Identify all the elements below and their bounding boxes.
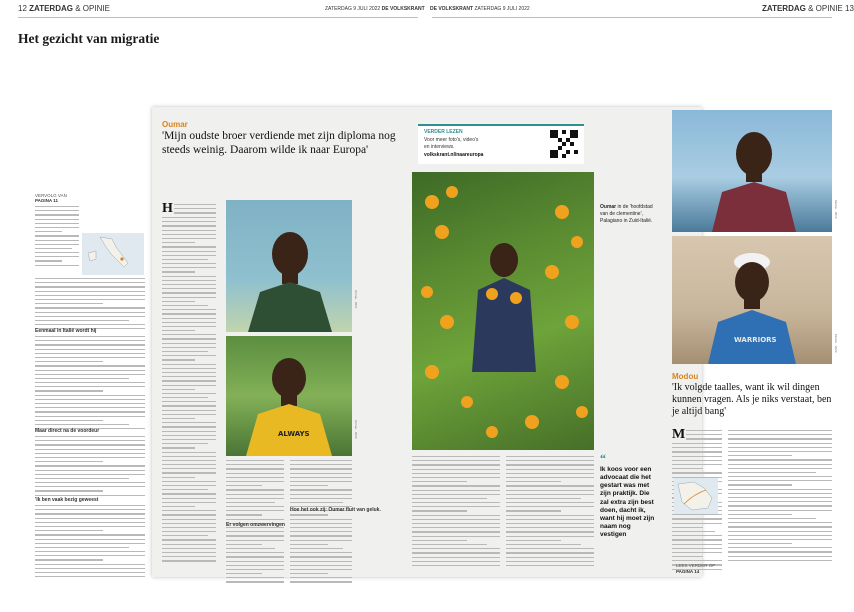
photo-caption-text: in de 'hoofdstad van de clementine', Palagiano in Zuid-Italië.: [600, 204, 653, 224]
modou-kicker: Modou: [672, 372, 699, 381]
continued-to-page[interactable]: PAGINA 14: [676, 569, 700, 574]
oumar-portrait-2022: [226, 336, 352, 456]
left-subhead-1: Eenmaal in Italië wordt hij: [35, 328, 97, 334]
left-date: ZATERDAG 9 JULI 2022: [325, 6, 381, 12]
oumar-col5-text: [506, 456, 594, 569]
pull-quote-text: Ik koos voor een advocaat die het gestart was met zijn praktijk. Die zal extra zijn best doen, dacht ik, want hij moet zijn naam nog vestigen: [600, 466, 655, 538]
credit-4: Modou · 2022: [834, 334, 838, 353]
left-text-block-3: [35, 436, 145, 499]
map-inset: [82, 233, 144, 275]
header-rule-left: [18, 17, 418, 18]
oumar-col4-text: [412, 456, 500, 569]
qr-code-icon[interactable]: [550, 130, 578, 158]
right-dateline: [430, 6, 530, 12]
photo-caption: [600, 204, 654, 224]
right-paper: DE VOLKSKRANT: [430, 6, 474, 12]
left-text-block-4: [35, 505, 145, 580]
clementine-orchard-photo: [412, 172, 594, 450]
right-page-number: 13: [845, 4, 854, 13]
continued-from-label: VERVOLG VAN: [35, 193, 67, 198]
oumar-subhead-2: Hoe het ook zij: Oumar fluit van geluk.: [290, 507, 381, 513]
oumar-quote: 'Mijn oudste broer verdiende met zijn diploma nog steeds weinig. Daarom wilde ik naar Europa': [162, 130, 396, 156]
left-dateline: [325, 6, 425, 12]
pull-quote-mark: “: [600, 451, 606, 465]
left-folio: [18, 4, 110, 13]
verder-lezen-label: VERDER LEZEN: [424, 129, 463, 135]
verder-lezen-text2: en interviews.: [424, 144, 455, 150]
photo-caption-name: Oumar: [600, 204, 617, 210]
oumar-kicker: Oumar: [162, 120, 188, 129]
route-map-icon: [674, 478, 718, 514]
verder-lezen-box: [418, 124, 584, 164]
left-page-number: 12: [18, 4, 27, 13]
right-section-rest: & OPINIE: [808, 4, 843, 13]
modou-dropcap: M: [672, 427, 686, 442]
credit-3: Modou · 2016: [834, 200, 838, 219]
continued-from-page: PAGINA 11: [35, 198, 59, 203]
left-text-block-1: [35, 278, 145, 332]
left-text-block-2: [35, 336, 145, 432]
oumar-col1-text: [162, 217, 216, 565]
svg-text:WARRIORS: WARRIORS: [734, 336, 777, 344]
left-subhead-2: Maar direct na de voordeur: [35, 428, 100, 434]
svg-text:ALWAYS: ALWAYS: [278, 430, 310, 438]
modou-portrait-2022: [672, 236, 832, 364]
modou-col1-top: [686, 430, 722, 443]
left-section-bold: ZATERDAG: [29, 4, 73, 13]
continued-to-label: LEES VERDER OP: [676, 563, 716, 568]
left-text-top: [35, 206, 79, 269]
right-date: ZATERDAG 9 JULI 2022: [474, 6, 530, 12]
oumar-portrait-2021: [226, 200, 352, 332]
oumar-col1-top: [174, 204, 216, 217]
italy-map-icon: [82, 233, 144, 275]
oumar-col3-text: [290, 460, 352, 586]
header-rule-right: [432, 17, 832, 18]
verder-lezen-link[interactable]: volkskrant.nl/naareuropa: [424, 152, 484, 158]
left-subhead-3: 'Ik ben vaak bezig geweest: [35, 497, 99, 503]
modou-col2-text: [728, 430, 832, 564]
left-paper: DE VOLKSKRANT: [381, 6, 425, 12]
left-section-rest: & OPINIE: [75, 4, 110, 13]
oumar-dropcap: H: [162, 201, 173, 216]
modou-map-inset: [674, 478, 718, 514]
oumar-subhead: Er volgen omzwervingen: [226, 522, 285, 528]
credit-2: Oumar · 2022: [354, 420, 358, 439]
modou-quote: 'Ik volgde taalles, want ik wil dingen kunnen vragen. Als je niks verstaat, ben je altijd bang': [672, 382, 832, 417]
section-title: Het gezicht van migratie: [18, 31, 160, 46]
verder-lezen-text1: Voor meer foto's, video's: [424, 137, 479, 143]
right-folio: [762, 4, 854, 13]
credit-1: Oumar · 2021: [354, 290, 358, 309]
modou-portrait-2016: [672, 110, 832, 232]
right-section-bold: ZATERDAG: [762, 4, 806, 13]
